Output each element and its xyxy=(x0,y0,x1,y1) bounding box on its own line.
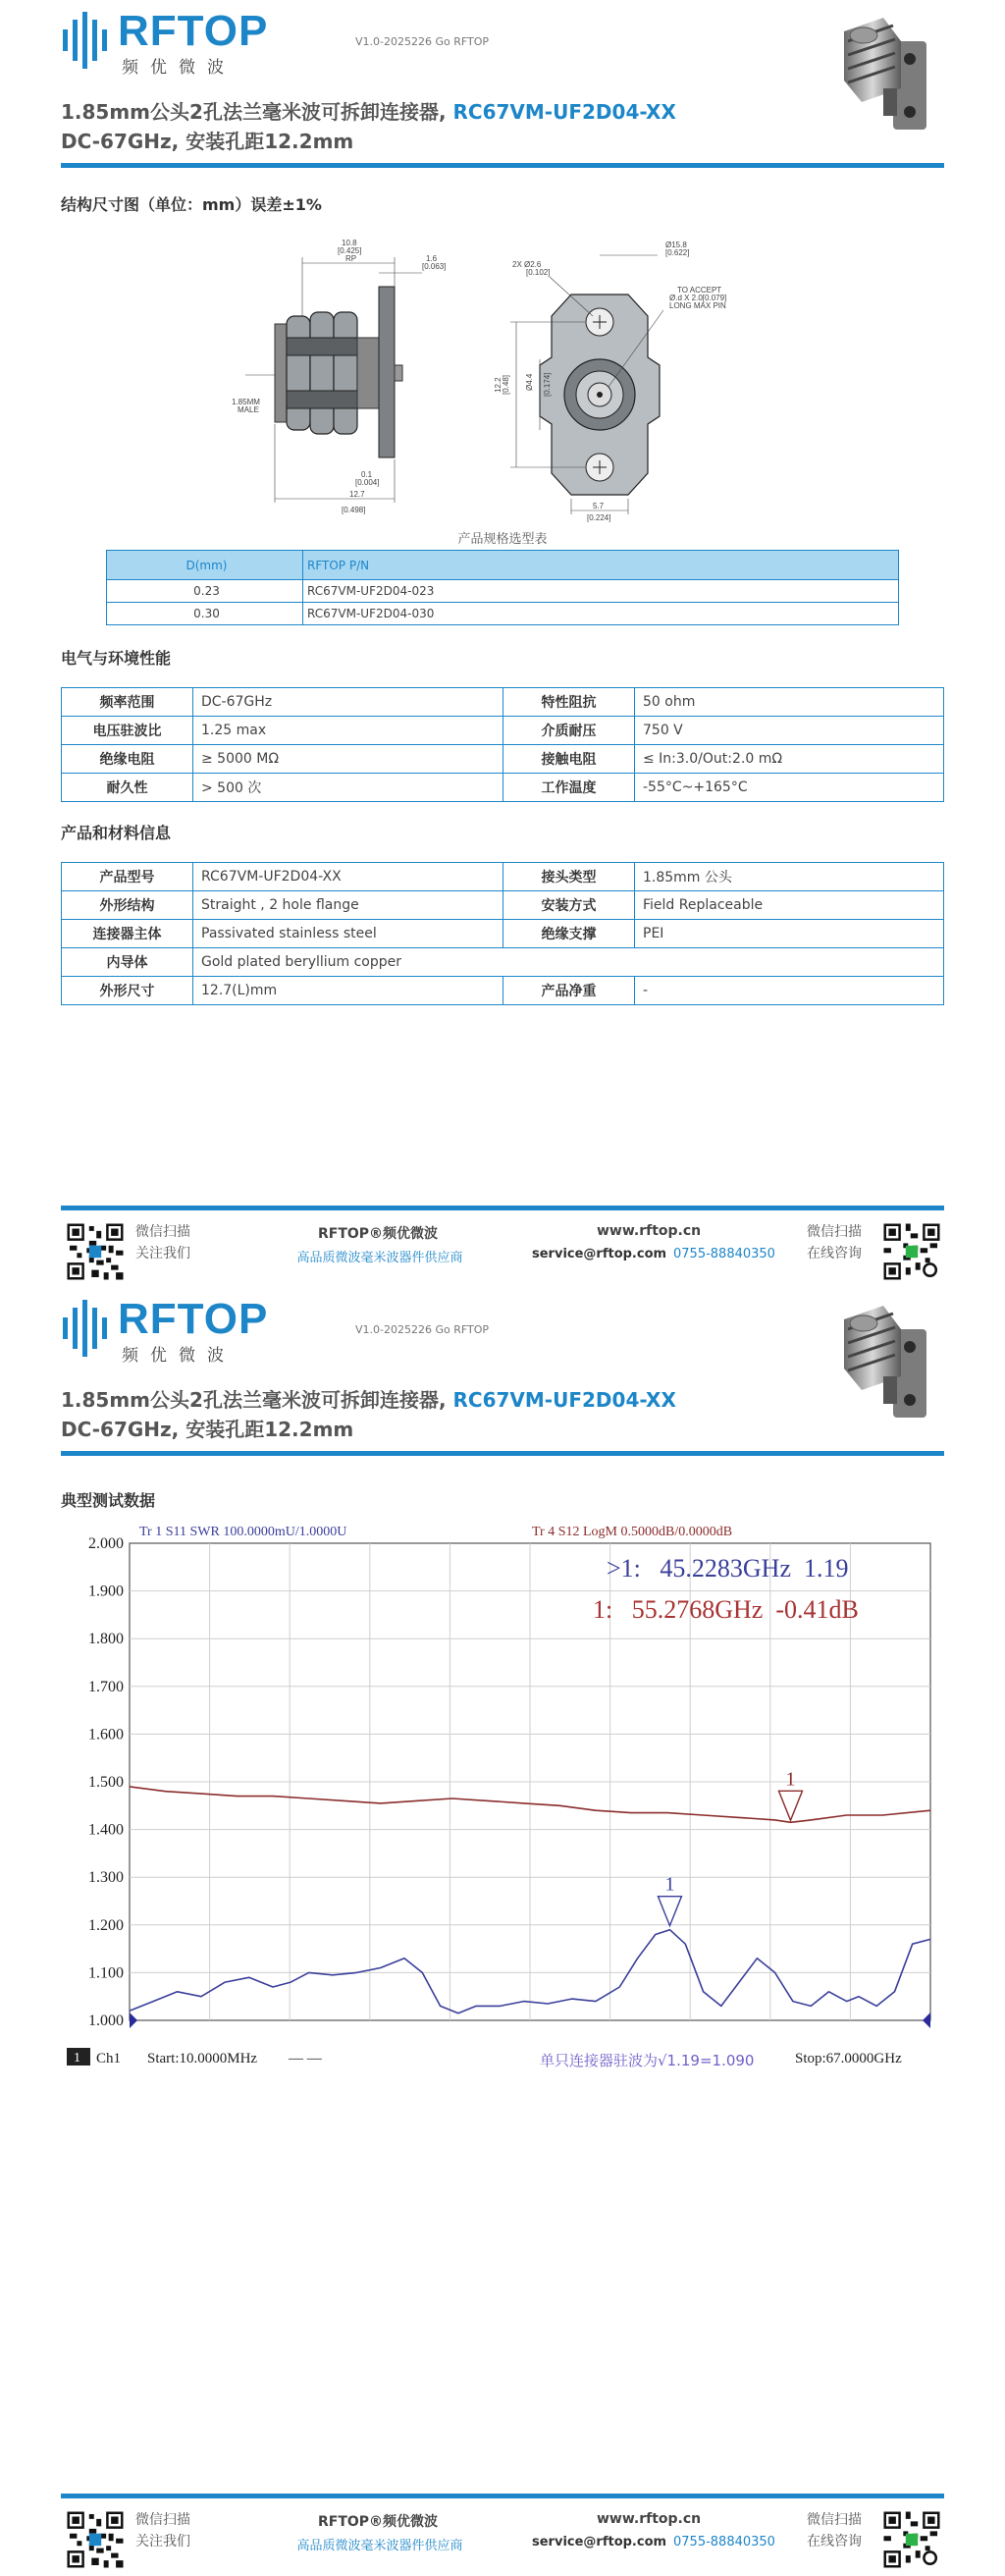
spec-value: 750 V xyxy=(635,717,944,745)
follow-us-label: 关注我们 xyxy=(135,1246,190,1261)
y-axis-ticks xyxy=(88,1535,124,2029)
spec-key: 接触电阻 xyxy=(503,745,635,774)
spec-value: 50 ohm xyxy=(635,688,944,717)
y-tick-label: 1.300 xyxy=(88,1869,124,1887)
spec-value: PEI xyxy=(635,920,944,948)
spec-value: Field Replaceable xyxy=(635,891,944,920)
consult-qr-code-icon[interactable] xyxy=(881,1221,942,1282)
dim-rp: RP xyxy=(345,254,357,263)
spec-key: 外形尺寸 xyxy=(62,977,193,1005)
dim-h122: 12.2 xyxy=(494,377,502,393)
dim-male: 1.85MM xyxy=(232,398,260,406)
logo-chinese-name: 频优微波 xyxy=(122,1346,236,1366)
dim-dia: Ø15.8 xyxy=(665,241,687,249)
table-row xyxy=(62,891,944,920)
spec-key: 电压驻波比 xyxy=(62,717,193,745)
page-footer xyxy=(61,1206,944,1284)
dim-male2: MALE xyxy=(238,405,259,414)
dim-w57: 5.7 xyxy=(593,502,605,510)
consult-label: 在线咨询 xyxy=(807,1246,862,1261)
spec-value: > 500 次 xyxy=(193,774,503,802)
wechat-scan-label: 微信扫描 xyxy=(135,2512,190,2528)
table-row xyxy=(107,580,899,603)
spec-key: 介质耐压 xyxy=(503,717,635,745)
phone-number[interactable]: 0755-88840350 xyxy=(673,2535,775,2549)
spec-key: 接头类型 xyxy=(503,863,635,891)
y-tick-label: 1.500 xyxy=(88,1774,124,1791)
product-title xyxy=(61,96,676,125)
logo-wordmark: RFTOP xyxy=(118,7,269,55)
selection-table-caption: 产品规格选型表 xyxy=(457,532,548,547)
table-cell: 0.23 xyxy=(107,580,303,603)
logo-bars-icon xyxy=(61,1298,112,1359)
start-frequency: Start:10.0000MHz xyxy=(147,2051,258,2066)
table-row xyxy=(107,603,899,625)
dim-pin: 0.1 xyxy=(361,470,373,479)
spec-key: 绝缘支撑 xyxy=(503,920,635,948)
spec-value: ≤ In:3.0/Out:2.0 mΩ xyxy=(635,745,944,774)
footer-brand-sub: 高品质微波毫米波器件供应商 xyxy=(296,1251,463,1265)
table-row xyxy=(62,977,944,1005)
spec-value: 1.25 max xyxy=(193,717,503,745)
spec-value: - xyxy=(635,977,944,1005)
y-tick-label: 2.000 xyxy=(88,1535,124,1552)
column-header: RFTOP P/N xyxy=(303,551,899,580)
dim-holes: 2X Ø2.6 xyxy=(512,260,542,269)
column-header: D(mm) xyxy=(107,551,303,580)
spec-value: -55°C~+165°C xyxy=(635,774,944,802)
dim-dia-in: [0.622] xyxy=(665,248,690,257)
dim-len: 12.7 xyxy=(349,490,365,499)
trace2-label: Tr 4 S12 LogM 0.5000dB/0.0000dB xyxy=(532,1525,733,1539)
y-tick-label: 1.400 xyxy=(88,1821,124,1839)
spec-key: 安装方式 xyxy=(503,891,635,920)
electrical-table xyxy=(61,687,944,802)
spec-value: Passivated stainless steel xyxy=(193,920,503,948)
dim-h44: Ø4.4 xyxy=(525,373,534,391)
spec-value: RC67VM-UF2D04-XX xyxy=(193,863,503,891)
dim-len-in: [0.498] xyxy=(342,506,366,514)
table-row xyxy=(62,863,944,891)
spec-value: ≥ 5000 MΩ xyxy=(193,745,503,774)
spec-value: Gold plated beryllium copper xyxy=(193,948,944,977)
dim-h122-in: [0.48] xyxy=(502,374,510,395)
phone-number[interactable]: 0755-88840350 xyxy=(673,1247,775,1261)
header-divider xyxy=(61,163,944,168)
part-number: RC67VM-UF2D04-XX xyxy=(452,1388,676,1412)
dim-holes-in: [0.102] xyxy=(526,268,551,277)
spec-key: 工作温度 xyxy=(503,774,635,802)
y-tick-label: 1.700 xyxy=(88,1678,124,1695)
vswr-note: 单只连接器驻波为√1.19=1.090 xyxy=(540,2052,755,2069)
spec-key: 连接器主体 xyxy=(62,920,193,948)
front-view xyxy=(494,241,726,522)
dimension-drawing xyxy=(216,228,805,522)
marker-s11-label: 1 xyxy=(664,1873,675,1896)
spec-key: 频率范围 xyxy=(62,688,193,717)
email-link[interactable]: service@rftop.com xyxy=(532,1247,667,1261)
y-tick-label: 1.100 xyxy=(88,1964,124,1982)
y-tick-label: 1.000 xyxy=(88,2012,124,2029)
dim-accept1: TO ACCEPT xyxy=(677,286,722,295)
wechat-qr-code-icon[interactable] xyxy=(65,2509,126,2570)
dim-accept2: Ø.d X 2.0[0.079] xyxy=(669,294,727,302)
table-row xyxy=(62,774,944,802)
marker-s12-label: 1 xyxy=(785,1768,796,1791)
rftop-logo[interactable] xyxy=(61,1294,269,1366)
product-title xyxy=(61,1384,676,1413)
selection-table xyxy=(106,550,899,625)
spec-value: DC-67GHz xyxy=(193,688,503,717)
material-table xyxy=(61,862,944,1005)
dim-pin-in: [0.004] xyxy=(355,478,380,487)
channel-number: 1 xyxy=(74,2051,80,2066)
part-number: RC67VM-UF2D04-XX xyxy=(452,100,676,124)
spec-key: 外形结构 xyxy=(62,891,193,920)
test-section-title: 典型测试数据 xyxy=(61,1491,156,1510)
table-cell: 0.30 xyxy=(107,603,303,625)
email-link[interactable]: service@rftop.com xyxy=(532,2535,667,2549)
follow-us-label: 关注我们 xyxy=(135,2534,190,2549)
product-subtitle: DC-67GHz, 安装孔距12.2mm xyxy=(61,130,354,153)
footer-brand: RFTOP®频优微波 xyxy=(317,2514,439,2530)
dim-h44-in: [0.174] xyxy=(543,372,552,397)
side-view xyxy=(232,239,446,514)
wechat-scan-label-right: 微信扫描 xyxy=(807,2512,862,2528)
start-dash: — — xyxy=(289,2051,322,2066)
website-link[interactable]: www.rftop.cn xyxy=(597,1223,702,1239)
table-header-row xyxy=(107,551,899,580)
table-row xyxy=(62,745,944,774)
footer-brand: RFTOP®频优微波 xyxy=(317,1226,439,1242)
footer-brand-sub: 高品质微波毫米波器件供应商 xyxy=(296,2539,463,2553)
spec-key: 产品型号 xyxy=(62,863,193,891)
y-tick-label: 1.900 xyxy=(88,1583,124,1600)
footer-divider xyxy=(61,2494,944,2498)
y-tick-label: 1.200 xyxy=(88,1916,124,1934)
consult-label: 在线咨询 xyxy=(807,2534,862,2549)
version-label: V1.0-2025226 Go RFTOP xyxy=(355,1323,490,1336)
spec-key: 绝缘电阻 xyxy=(62,745,193,774)
channel-label: Ch1 xyxy=(96,2051,122,2066)
version-label: V1.0-2025226 Go RFTOP xyxy=(355,35,490,48)
consult-qr-code-icon[interactable] xyxy=(881,2509,942,2570)
dim-accept3: LONG MAX PIN xyxy=(669,301,726,310)
title-prefix: 1.85mm公头2孔法兰毫米波可拆卸连接器, xyxy=(61,100,453,124)
dim-flange-in: [0.063] xyxy=(422,262,447,271)
title-prefix: 1.85mm公头2孔法兰毫米波可拆卸连接器, xyxy=(61,1388,453,1412)
wechat-scan-label-right: 微信扫描 xyxy=(807,1224,862,1240)
spec-value: Straight , 2 hole flange xyxy=(193,891,503,920)
header-divider xyxy=(61,1451,944,1456)
website-link[interactable]: www.rftop.cn xyxy=(597,2511,702,2527)
connector-photo xyxy=(824,12,942,137)
spec-key: 产品净重 xyxy=(503,977,635,1005)
dim-flange: 1.6 xyxy=(426,254,438,263)
electrical-section-title: 电气与环境性能 xyxy=(61,649,172,668)
marker1-readout: >1: 45.2283GHz 1.19 xyxy=(607,1554,849,1583)
stop-frequency: Stop:67.0000GHz xyxy=(795,2051,902,2066)
structure-section-title: 结构尺寸图（单位：mm）误差±1% xyxy=(61,195,322,214)
product-subtitle: DC-67GHz, 安装孔距12.2mm xyxy=(61,1418,354,1441)
y-tick-label: 1.800 xyxy=(88,1631,124,1648)
y-tick-label: 1.600 xyxy=(88,1726,124,1744)
table-row xyxy=(62,948,944,977)
table-cell: RC67VM-UF2D04-030 xyxy=(303,603,899,625)
wechat-qr-code-icon[interactable] xyxy=(65,1221,126,1282)
table-row xyxy=(62,688,944,717)
logo-bars-icon xyxy=(61,10,112,71)
connector-photo xyxy=(824,1300,942,1425)
table-row xyxy=(62,920,944,948)
logo-chinese-name: 频优微波 xyxy=(122,58,236,78)
spec-value: 1.85mm 公头 xyxy=(635,863,944,891)
spec-key: 特性阻抗 xyxy=(503,688,635,717)
vna-measurement-chart xyxy=(61,1510,944,2079)
table-row xyxy=(62,717,944,745)
material-section-title: 产品和材料信息 xyxy=(61,824,172,842)
spec-value: 12.7(L)mm xyxy=(193,977,503,1005)
trace1-label: Tr 1 S11 SWR 100.0000mU/1.0000U xyxy=(139,1525,347,1539)
dim-top: 10.8 xyxy=(342,239,357,247)
dim-w57-in: [0.224] xyxy=(587,513,611,522)
wechat-scan-label: 微信扫描 xyxy=(135,1224,190,1240)
logo-wordmark: RFTOP xyxy=(118,1295,269,1343)
table-cell: RC67VM-UF2D04-023 xyxy=(303,580,899,603)
footer-divider xyxy=(61,1206,944,1210)
spec-key: 内导体 xyxy=(62,948,193,977)
dim-top-in: [0.425] xyxy=(338,246,362,255)
page-footer xyxy=(61,2494,944,2572)
spec-key: 耐久性 xyxy=(62,774,193,802)
rftop-logo[interactable] xyxy=(61,6,269,78)
marker2-readout: 1: 55.2768GHz -0.41dB xyxy=(593,1595,859,1624)
